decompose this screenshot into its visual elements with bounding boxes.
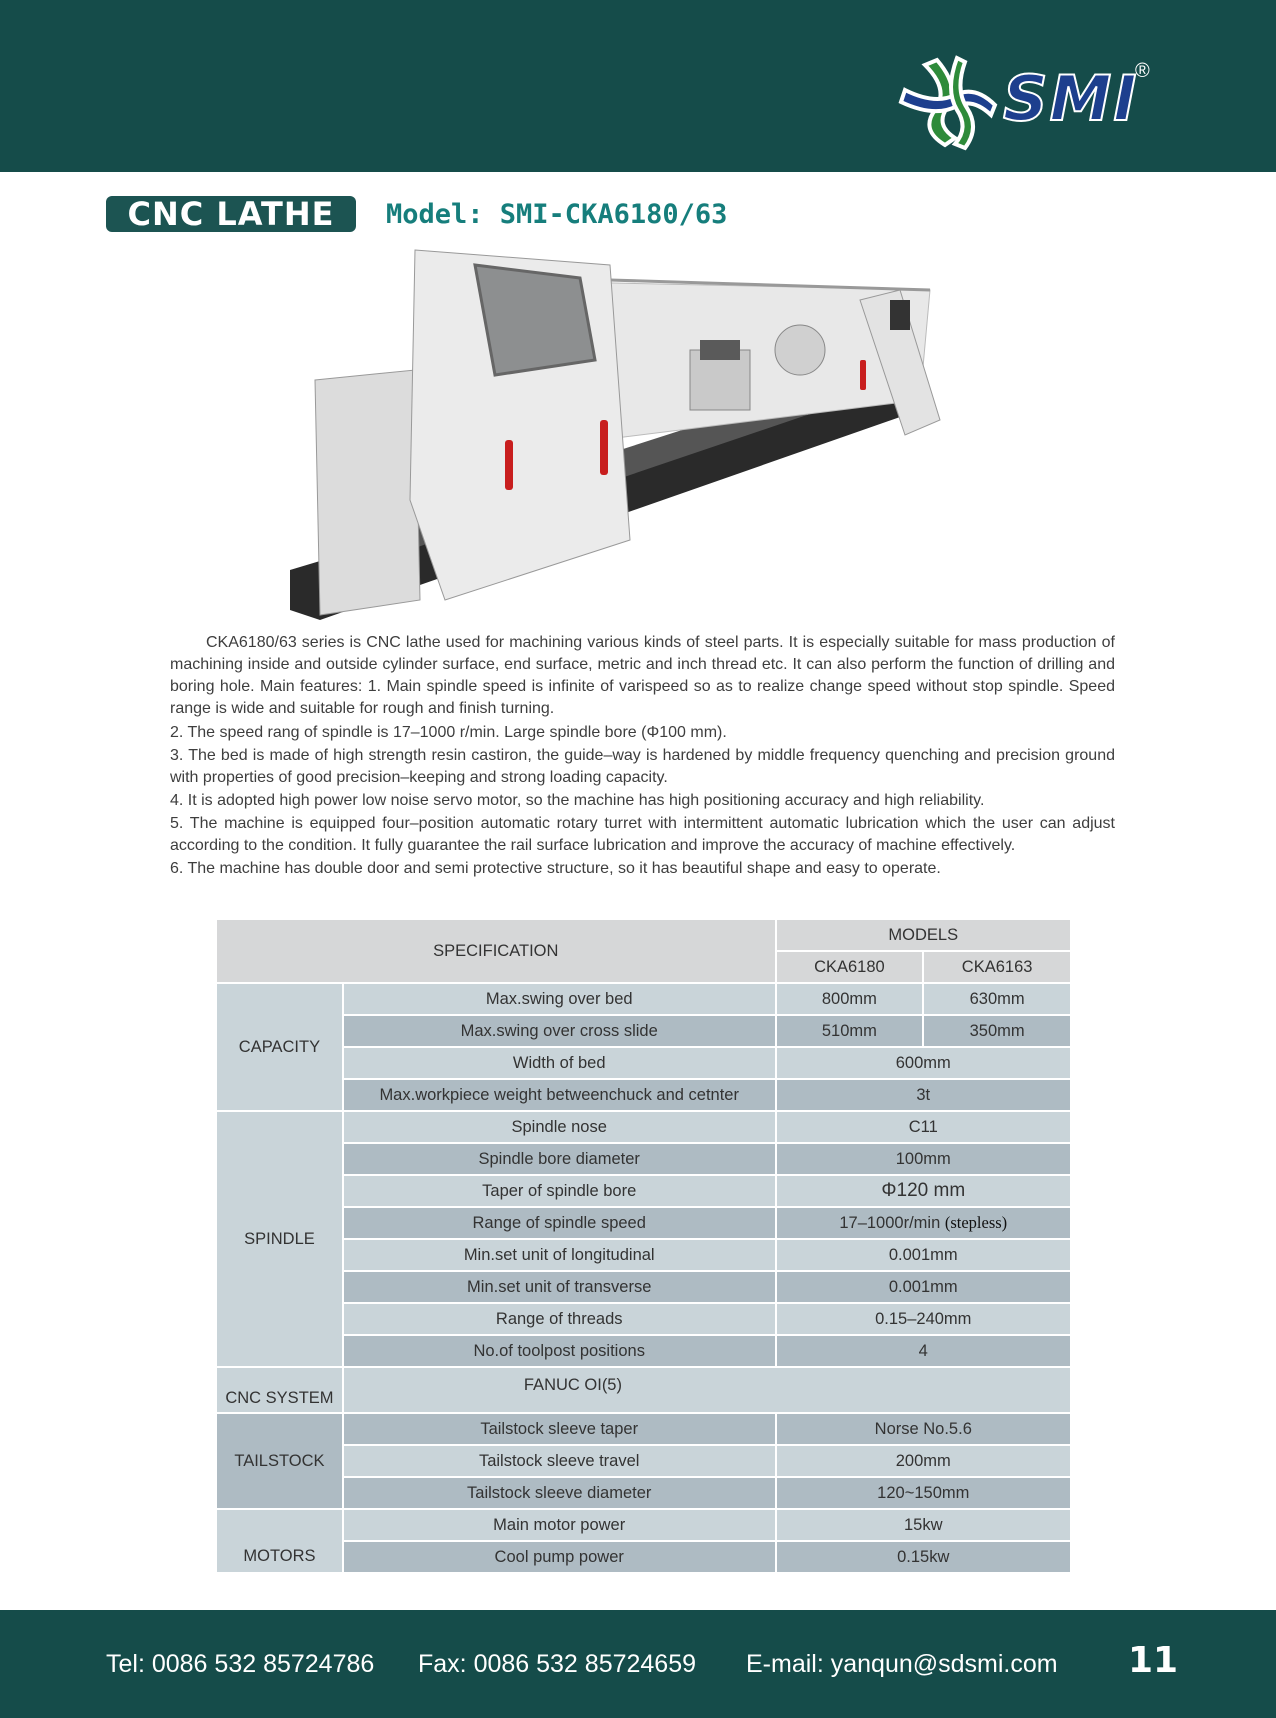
table-row — [216, 1541, 1071, 1573]
spec-value: FANUC OI(5) — [343, 1367, 1071, 1413]
spec-value: C11 — [776, 1111, 1071, 1143]
spec-name: Spindle bore diameter — [343, 1143, 776, 1175]
feature-item: 3. The bed is made of high strength resin castiron, the guide–way is hardened by middle frequency quenching and precision ground with properties of good precision–keeping and strong loading capacity. — [170, 747, 1115, 786]
fax: Fax: 0086 532 85724659 — [418, 1650, 697, 1678]
spec-name: Range of threads — [343, 1303, 776, 1335]
feature-item: 4. It is adopted high power low noise servo motor, so the machine has high positioning accuracy and high reliability. — [170, 792, 985, 809]
spec-name: Spindle nose — [343, 1111, 776, 1143]
model-a-header: CKA6180 — [776, 951, 924, 983]
table-row — [216, 1207, 1071, 1239]
spec-value — [776, 1207, 1071, 1239]
table-row — [216, 1239, 1071, 1271]
spec-value: 0.15–240mm — [776, 1303, 1071, 1335]
table-row — [216, 1175, 1071, 1207]
spec-value: 3t — [776, 1079, 1071, 1111]
speed-note: (stepless) — [944, 1213, 1008, 1232]
group-label: MOTORS — [216, 1509, 343, 1573]
group-label: CNC SYSTEM — [216, 1367, 343, 1413]
spec-value: 100mm — [776, 1143, 1071, 1175]
spec-value: Norse No.5.6 — [776, 1413, 1071, 1445]
brand-wordmark: SMI — [1003, 62, 1139, 135]
model-b-header: CKA6163 — [923, 951, 1071, 983]
group-label: SPINDLE — [216, 1111, 343, 1367]
feature-item: 6. The machine has double door and semi protective structure, so it has beautiful shape and easy to operate. — [170, 860, 941, 877]
registered-mark: ® — [1135, 60, 1150, 82]
spec-name: Taper of spindle bore — [343, 1175, 776, 1207]
table-row — [216, 1015, 1071, 1047]
description-intro: CKA6180/63 series is CNC lathe used for machining various kinds of steel parts. It is especially suitable for mass production of machining inside and outside cylinder surface, end surface, metric and inch thread etc. It can also perform the function of drilling and boring hole. Main features: 1. Main spindle speed is infinite of varispeed so as to realize change speed without stop spindle. Speed range is wide and suitable for rough and finish turning. — [170, 634, 1115, 717]
spec-name: Max.workpiece weight betweenchuck and cetnter — [343, 1079, 776, 1111]
table-row — [216, 1477, 1071, 1509]
spec-name: Cool pump power — [343, 1541, 776, 1573]
telephone: Tel: 0086 532 85724786 — [106, 1650, 375, 1678]
spec-value: 4 — [776, 1335, 1071, 1367]
spec-name: Min.set unit of transverse — [343, 1271, 776, 1303]
page-footer — [0, 1610, 1276, 1718]
page-number: 11 — [1128, 1640, 1179, 1681]
smi-emblem-icon — [895, 50, 1005, 160]
smi-logo — [895, 50, 1185, 160]
table-row — [216, 1079, 1071, 1111]
table-row — [216, 1111, 1071, 1143]
spec-name: Tailstock sleeve travel — [343, 1445, 776, 1477]
product-description — [170, 632, 1115, 880]
page-title: CNC LATHE — [106, 196, 356, 232]
spec-name: Tailstock sleeve taper — [343, 1413, 776, 1445]
table-row — [216, 1445, 1071, 1477]
feature-item: 2. The speed rang of spindle is 17–1000 r/min. Large spindle bore (Φ100 mm). — [170, 724, 727, 741]
cnc-lathe-machine-image — [280, 240, 1000, 630]
table-row — [216, 983, 1071, 1015]
page-header — [0, 0, 1276, 172]
spec-value: 0.15kw — [776, 1541, 1071, 1573]
spec-value: 200mm — [776, 1445, 1071, 1477]
table-row — [216, 1271, 1071, 1303]
group-label: CAPACITY — [216, 983, 343, 1111]
spec-value: Φ120 mm — [776, 1175, 1071, 1207]
spec-name: No.of toolpost positions — [343, 1335, 776, 1367]
specification-table — [215, 918, 1072, 1574]
models-header: MODELS — [776, 919, 1071, 951]
table-row — [216, 1367, 1071, 1413]
spec-name: Max.swing over bed — [343, 983, 776, 1015]
spec-name: Min.set unit of longitudinal — [343, 1239, 776, 1271]
spec-value: 800mm — [776, 983, 924, 1015]
table-row — [216, 1143, 1071, 1175]
model-number: Model: SMI-CKA6180/63 — [386, 199, 728, 230]
table-row — [216, 1303, 1071, 1335]
table-row — [216, 1047, 1071, 1079]
spec-value: 0.001mm — [776, 1239, 1071, 1271]
spec-value: 15kw — [776, 1509, 1071, 1541]
specification-header: SPECIFICATION — [216, 919, 776, 983]
spec-name: Width of bed — [343, 1047, 776, 1079]
spec-value: 630mm — [923, 983, 1071, 1015]
spec-value: 510mm — [776, 1015, 924, 1047]
spec-value: 600mm — [776, 1047, 1071, 1079]
speed-range: 17–1000r/min — [839, 1214, 941, 1232]
spec-name: Range of spindle speed — [343, 1207, 776, 1239]
feature-item: 5. The machine is equipped four–position automatic rotary turret with intermittent automatic lubrication which the user can adjust according to the condition. It fully guarantee the rail surface lubrication and improve the accuracy of machine effectively. — [170, 815, 1115, 854]
group-label: TAILSTOCK — [216, 1413, 343, 1509]
table-row — [216, 1335, 1071, 1367]
email-link[interactable]: E-mail: yanqun@sdsmi.com — [746, 1650, 1058, 1678]
spec-value: 0.001mm — [776, 1271, 1071, 1303]
table-header-row — [216, 919, 1071, 951]
spec-name: Main motor power — [343, 1509, 776, 1541]
spec-name: Tailstock sleeve diameter — [343, 1477, 776, 1509]
spec-value: 120~150mm — [776, 1477, 1071, 1509]
table-row — [216, 1413, 1071, 1445]
table-row — [216, 1509, 1071, 1541]
spec-value: 350mm — [923, 1015, 1071, 1047]
spec-name: Max.swing over cross slide — [343, 1015, 776, 1047]
